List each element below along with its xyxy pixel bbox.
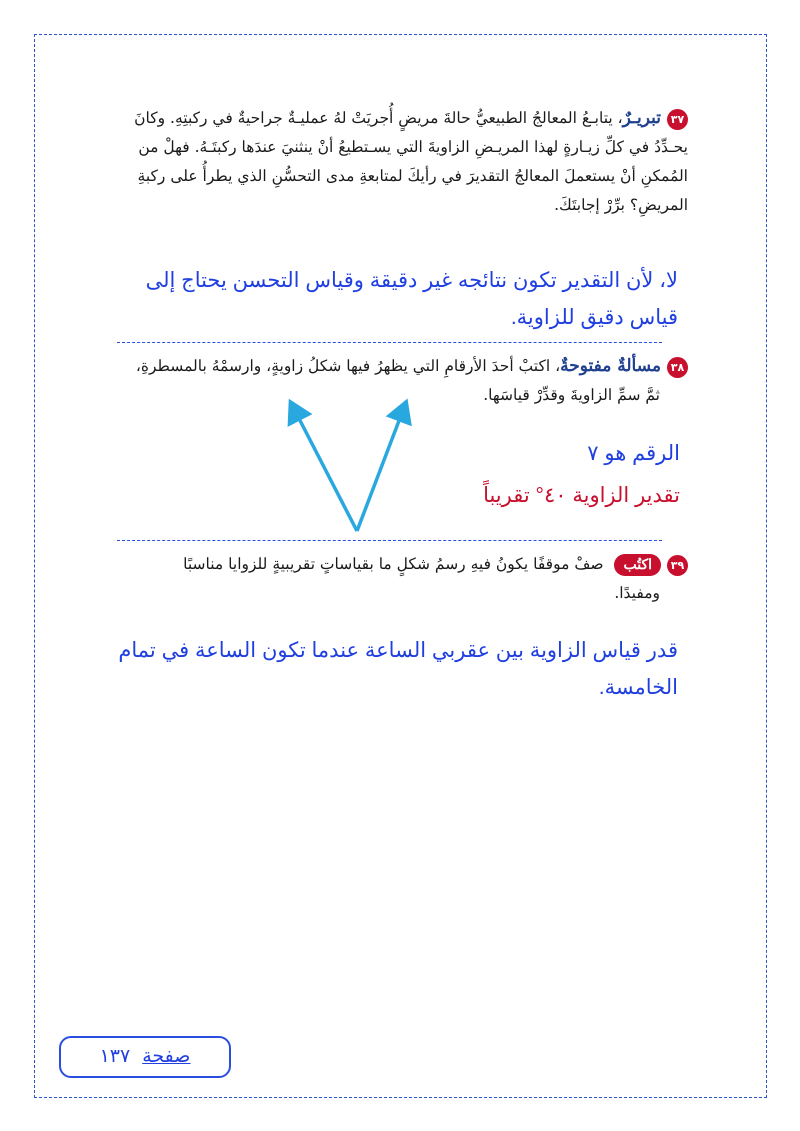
question-39-tag: اكتُب bbox=[614, 554, 661, 576]
answer-39-line-1: قدر قياس الزاوية بين عقربي الساعة عندما تكون الساعة في تمام bbox=[118, 639, 678, 662]
question-37-text-1: يتابـعُ المعالجُ الطبيعيُّ حالةَ مريضٍ أُجريَتْ لهُ عمليـةٌ جراحيةٌ في ركبتِهِ. وكانَ bbox=[134, 109, 613, 127]
angle-ray-left bbox=[292, 405, 357, 531]
answer-39 bbox=[110, 632, 678, 706]
angle-ray-right bbox=[357, 405, 405, 531]
question-38-title: مسألةٌ مفتوحةٌ bbox=[560, 356, 661, 376]
question-37-separator: ، bbox=[617, 109, 623, 127]
question-37-number: ٣٧ bbox=[667, 109, 688, 130]
question-38-separator: ، bbox=[555, 357, 561, 375]
page-number-box bbox=[59, 1036, 231, 1078]
answer-37-line-1: لا، لأن التقدير تكون نتائجه غير دقيقة وقياس التحسن يحتاج إلى bbox=[145, 269, 678, 292]
question-39-line-1 bbox=[120, 550, 688, 579]
question-39 bbox=[120, 550, 688, 608]
question-39-text-1: صفْ موقفًا يكونُ فيهِ رسمُ شكلٍ ما بقياساتٍ تقريبيةٍ للزوايا مناسبًا bbox=[183, 555, 604, 573]
answer-38-estimate: تقدير الزاوية ٤٠° تقريباً bbox=[483, 484, 680, 507]
question-37-title: تبريـرٌ bbox=[622, 108, 661, 128]
answer-38-digit: الرقم هو ٧ bbox=[587, 442, 680, 465]
answer-37-line-2: قياس دقيق للزاوية. bbox=[510, 306, 678, 329]
question-37-text-4: المريضِ؟ برِّرْ إجابتَكَ. bbox=[554, 196, 688, 214]
question-38-text-2: ثمَّ سمِّ الزاويةَ وقدِّرْ قياسَها. bbox=[483, 386, 660, 404]
question-37-text-3: المُمكنِ أنْ يستعملَ المعالجُ التقديرَ في رأيكَ لمتابعةِ مدى التحسُّنِ الذي يطرأُ على ركبةِ bbox=[137, 167, 688, 185]
separator-2 bbox=[117, 540, 662, 541]
question-38-number: ٣٨ bbox=[667, 357, 688, 378]
answer-39-line-2: الخامسة. bbox=[598, 676, 678, 699]
page-label: صفحة bbox=[142, 1046, 191, 1067]
question-39-number: ٣٩ bbox=[667, 555, 688, 576]
question-39-text-2: ومفيدًا. bbox=[614, 584, 660, 602]
page-number: ١٣٧ bbox=[99, 1046, 131, 1067]
question-38-text-1: اكتبْ أحدَ الأرقامِ التي يظهرُ فيها شكلُ زاويةٍ، وارسمْهُ بالمسطرةِ، bbox=[135, 357, 551, 375]
question-37-text-2: يحـدِّدُ في كلِّ زيـارةٍ لهذا المريـضِ الزاويةَ التي يسـتطيعُ أنْ ينثنيَ عندَها ركبتَـهُ. فهلْ من bbox=[138, 138, 688, 156]
